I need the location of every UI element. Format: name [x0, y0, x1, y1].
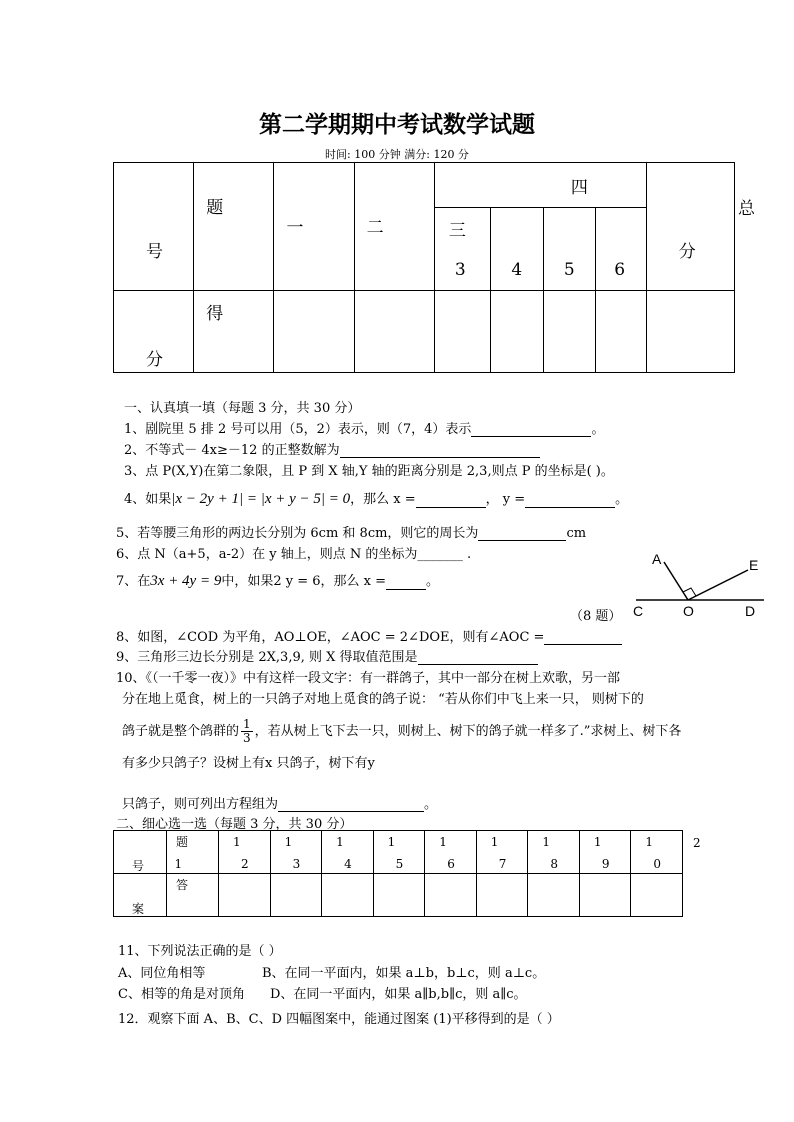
- score-header-hao: 号: [114, 163, 194, 291]
- question-12: 12．观察下面 A、B、C、D 四幅图案中，能通过图案 (1)平移得到的是（ ）: [118, 1012, 560, 1027]
- answer-num-13: 1 3: [270, 831, 322, 874]
- question-6: 6、点 N（a+5，a-2）在 y 轴上，则点 N 的坐标为_______ .: [116, 547, 472, 562]
- score-header-fen: 分: [646, 163, 734, 291]
- answer-table: [113, 830, 683, 917]
- answer-cell[interactable]: [166, 874, 219, 917]
- score-cell: [434, 291, 490, 373]
- score-cell: [646, 291, 734, 373]
- answer-label-cell: 题 号: [114, 831, 167, 874]
- exam-info: 时间: 100 分钟 满分: 120 分: [325, 148, 469, 161]
- score-col-6: 6: [596, 208, 647, 291]
- question-4: 4、如果|x − 2y + 1| = |x + y − 5| = 0，那么 x = ， y = 。: [124, 491, 629, 507]
- label-e: E: [749, 557, 759, 573]
- question-7: 7、在3x + 4y = 9中，如果2 y = 6，那么 x = 。: [116, 573, 440, 589]
- label-d: D: [745, 603, 756, 619]
- score-header-four: 四: [434, 163, 646, 208]
- score-header-ti: 题: [194, 163, 274, 291]
- question-3: 3、点 P(X,Y)在第二象限，且 P 到 X 轴,Y 轴的距离分别是 2,3,则点 P 的坐标是( )。: [124, 464, 614, 479]
- question-11-option-b: B、在同一平面内，如果 a⊥b，b⊥c，则 a⊥c。: [262, 966, 546, 981]
- score-cell: [274, 291, 354, 373]
- answer-num-15: 1 5: [373, 831, 425, 874]
- answer-cell[interactable]: [219, 874, 271, 917]
- score-header-one: 一: [274, 163, 354, 291]
- angle-diagram: [630, 548, 770, 620]
- question-9: 9、三角形三边长分别是 2X,3,9, 则 X 得取值范围是: [116, 646, 538, 665]
- answer-table-number-row: [114, 831, 683, 874]
- label-o: O: [683, 603, 694, 619]
- answer-num-18: 1 8: [528, 831, 580, 874]
- score-col-3: 三 3: [434, 208, 490, 291]
- score-cell: [596, 291, 647, 373]
- question-10-line4: 有多少只鸽子？设树上有x 只鸽子，树下有y: [122, 756, 375, 771]
- label-c: C: [633, 603, 644, 619]
- figure-8-label: （8 题）: [570, 609, 622, 624]
- question-2: 2、不等式－ 4x≥－12 的正整数解为: [124, 439, 540, 458]
- ray-oa: [664, 562, 688, 600]
- section2-heading: 二、细心选一选（每题 3 分，共 30 分）: [116, 817, 353, 832]
- score-row-de: 得: [194, 291, 274, 373]
- question-11-option-a: A、同位角相等: [118, 966, 206, 981]
- answer-cell[interactable]: [528, 874, 580, 917]
- score-col-4: 4: [491, 208, 543, 291]
- score-cell: [354, 291, 434, 373]
- answer-num-20: 1 0: [631, 831, 683, 874]
- answer-num-16: 1 6: [425, 831, 477, 874]
- answer-cell[interactable]: [631, 874, 683, 917]
- answer-cell[interactable]: [476, 874, 528, 917]
- fraction-one-third: $\frac{1}{3}$: [243, 717, 251, 745]
- answer-num-17: 1 7: [476, 831, 528, 874]
- answer-row-label: 答 案: [114, 874, 167, 917]
- answer-cell[interactable]: [373, 874, 425, 917]
- score-cell: [491, 291, 543, 373]
- question-11-option-d: D、在同一平面内，如果 a∥b,b∥c，则 a∥c。: [270, 987, 527, 1002]
- section1-heading: 一、认真填一填（每题 3 分，共 30 分）: [124, 401, 361, 416]
- answer-table-answer-row: [114, 874, 683, 917]
- question-10-line5: 只鸽子，则可列出方程组为 。: [122, 797, 438, 812]
- score-row-fen: 分: [114, 291, 194, 373]
- question-1: 1、剧院里 5 排 2 号可以用（5，2）表示，则（7，4）表示 。: [124, 422, 605, 437]
- question-10-line1: 10、《（一千零一夜）》中有这样一段文字：有一群鸽子，其中一部分在树上欢歌，另一部: [116, 671, 621, 686]
- question-5: 5、若等腰三角形的两边长分别为 6cm 和 8cm，则它的周长为 cm: [116, 526, 587, 541]
- answer-cell[interactable]: [579, 874, 631, 917]
- answer-num-11: 1: [166, 831, 219, 874]
- score-cell: [543, 291, 595, 373]
- question-11-option-c: C、相等的角是对顶角: [118, 987, 245, 1002]
- ray-oe: [688, 570, 748, 600]
- question-11: 11、下列说法正确的是（ ）: [118, 944, 282, 959]
- answer-num-12: 1 2: [219, 831, 271, 874]
- score-table: [113, 162, 735, 373]
- question-10-line2: 分在地上觅食，树上的一只鸽子对地上觅食的鸽子说： “若从你们中飞上来一只， 则树下的: [122, 692, 644, 707]
- answer-cell[interactable]: [425, 874, 477, 917]
- score-col-5: 5: [543, 208, 595, 291]
- answer-cell[interactable]: [270, 874, 322, 917]
- question-10-line3: 鸽子就是整个鸽群的 $\frac{1}{3}$ ，若从树上飞下去一只，则树上、树下的鸽子就一样多了.”求树上、树下各: [122, 717, 682, 745]
- question-8: 8、如图，∠COD 为平角，AO⊥OE，∠AOC = 2∠DOE，则有∠AOC =: [116, 626, 622, 645]
- answer-cell[interactable]: [322, 874, 374, 917]
- answer-num-19: 1 9: [579, 831, 631, 874]
- label-a: A: [652, 551, 662, 567]
- score-header-two: 二: [354, 163, 434, 291]
- score-header-zong: 总: [738, 199, 755, 219]
- answer-table-trailing: 2: [693, 836, 701, 850]
- answer-num-14: 1 4: [322, 831, 374, 874]
- page-title: 第二学期期中考试数学试题: [259, 111, 535, 138]
